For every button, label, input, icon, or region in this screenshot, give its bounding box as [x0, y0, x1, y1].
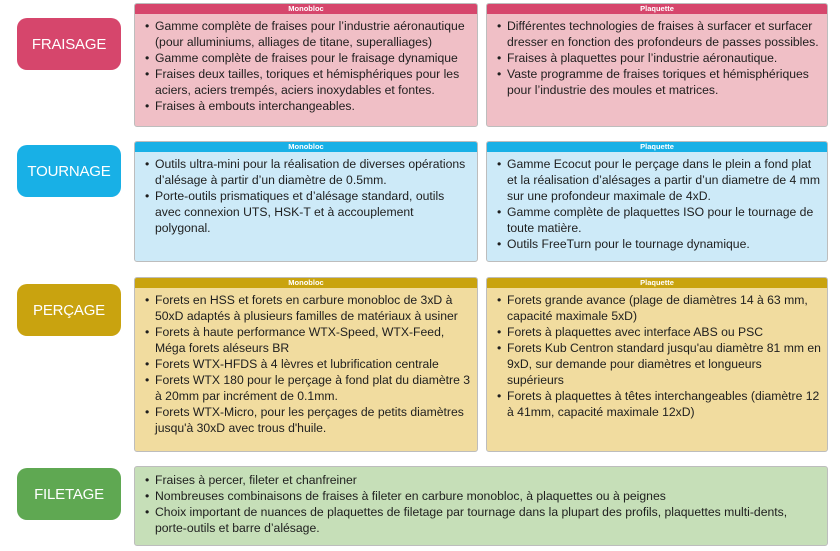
list-item: • Porte-outils prismatiques et d’alésage standard, outils avec connexion UTS, HSK-T et à accouplement polygonal.	[145, 188, 471, 236]
list-item: • Forets WTX-HFDS à 4 lèvres et lubrification centrale	[145, 356, 471, 372]
list-item: • Forets grande avance (plage de diamètres 14 à 63 mm, capacité maximale 5xD)	[497, 292, 821, 324]
list-item: • Forets WTX-Micro, pour les perçages de petits diamètres jusqu'à 30xD avec trous d'huile.	[145, 404, 471, 436]
panel-tournage-plaquette	[486, 141, 828, 262]
list-item: • Différentes technologies de fraises à surfacer et surfacer dresser en fonction des profondeurs de passes possibles.	[497, 18, 821, 50]
list-percage-monobloc	[135, 288, 477, 436]
list-tournage-plaquette	[487, 152, 827, 252]
label-filetage: FILETAGE	[17, 468, 121, 520]
header-plaquette: Plaquette	[487, 142, 827, 152]
list-item: • Fraises à percer, fileter et chanfreiner	[145, 472, 821, 488]
list-item: • Choix important de nuances de plaquettes de filetage par tournage dans la plupart des profils, plaquettes multi-dents, porte-outils et barre d’alésage.	[145, 504, 821, 536]
label-percage: PERÇAGE	[17, 284, 121, 336]
list-tournage-monobloc	[135, 152, 477, 236]
header-monobloc: Monobloc	[135, 142, 477, 152]
list-item: • Gamme complète de fraises pour l’industrie aéronautique (pour alluminiums, alliages de titane, superalliages)	[145, 18, 471, 50]
list-item: • Forets Kub Centron standard jusqu'au diamètre 81 mm en 9xD, sur demande pour diamètres et longueurs supérieurs	[497, 340, 821, 388]
list-fraisage-plaquette	[487, 14, 827, 98]
list-filetage	[135, 467, 827, 536]
panel-tournage-monobloc	[134, 141, 478, 262]
header-monobloc: Monobloc	[135, 4, 477, 14]
list-fraisage-monobloc	[135, 14, 477, 114]
list-item: • Forets à plaquettes à têtes interchangeables (diamètre 12 à 41mm, capacité maximale 12xD)	[497, 388, 821, 420]
list-item: • Forets à plaquettes avec interface ABS ou PSC	[497, 324, 821, 340]
list-item: • Forets WTX 180 pour le perçage à fond plat du diamètre 3 à 20mm par incrément de 0.1mm.	[145, 372, 471, 404]
list-item: • Outils FreeTurn pour le tournage dynamique.	[497, 236, 821, 252]
list-item: • Gamme complète de plaquettes ISO pour le tournage de toute matière.	[497, 204, 821, 236]
list-item: • Gamme Ecocut pour le perçage dans le plein a fond plat et la réalisation d’alésages a partir d’un diametre de 4 mm sur une profondeur maximale de 4xD.	[497, 156, 821, 204]
header-plaquette: Plaquette	[487, 4, 827, 14]
label-fraisage: FRAISAGE	[17, 18, 121, 70]
panel-percage-monobloc	[134, 277, 478, 452]
list-item: • Gamme complète de fraises pour le fraisage dynamique	[145, 50, 471, 66]
list-percage-plaquette	[487, 288, 827, 420]
header-plaquette: Plaquette	[487, 278, 827, 288]
list-item: • Vaste programme de fraises toriques et hémisphériques pour l’industrie des moules et matrices.	[497, 66, 821, 98]
list-item: • Fraises deux tailles, toriques et hémisphériques pour les aciers, aciers trempés, aciers inoxydables et fontes.	[145, 66, 471, 98]
list-item: • Outils ultra-mini pour la réalisation de diverses opérations d’alésage à partir d’un diamètre de 0.5mm.	[145, 156, 471, 188]
list-item: • Fraises à embouts interchangeables.	[145, 98, 471, 114]
panel-fraisage-monobloc	[134, 3, 478, 127]
list-item: • Forets à haute performance WTX-Speed, WTX-Feed, Méga forets aléseurs BR	[145, 324, 471, 356]
panel-percage-plaquette	[486, 277, 828, 452]
list-item: • Fraises à plaquettes pour l’industrie aéronautique.	[497, 50, 821, 66]
header-monobloc: Monobloc	[135, 278, 477, 288]
label-tournage: TOURNAGE	[17, 145, 121, 197]
list-item: • Forets en HSS et forets en carbure monobloc de 3xD à 50xD adaptés à plusieurs familles de matériaux à usiner	[145, 292, 471, 324]
panel-filetage	[134, 466, 828, 546]
list-item: • Nombreuses combinaisons de fraises à fileter en carbure monobloc, à plaquettes ou à peignes	[145, 488, 821, 504]
panel-fraisage-plaquette	[486, 3, 828, 127]
